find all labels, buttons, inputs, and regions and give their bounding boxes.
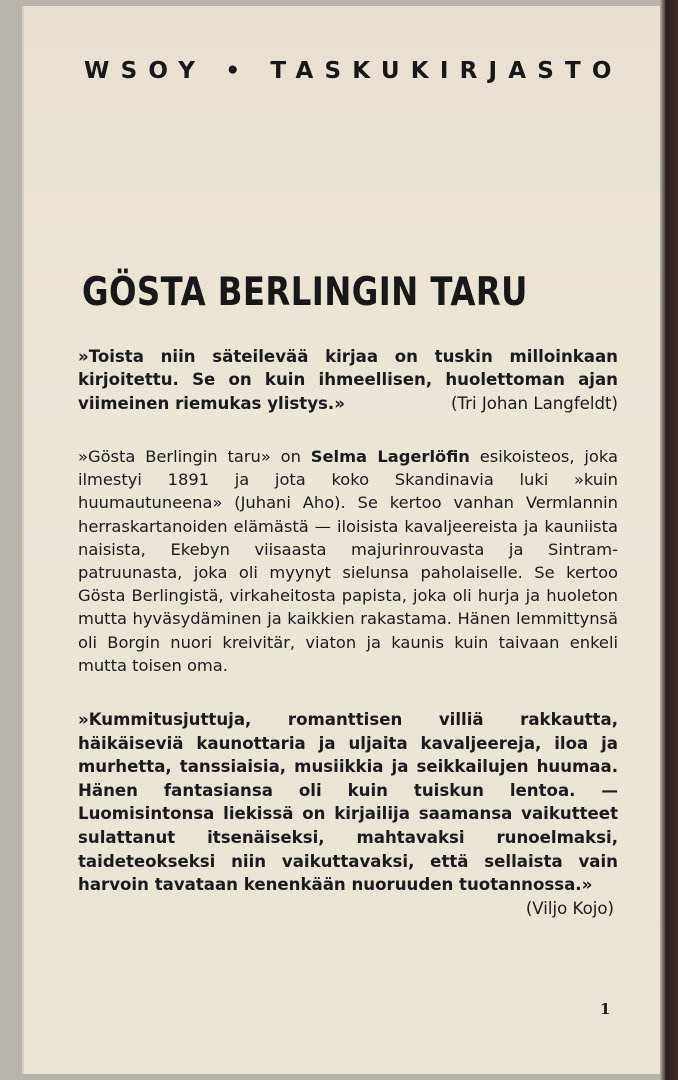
description-intro: »Gösta Berlingin taru» on bbox=[78, 447, 301, 466]
book-spine-edge bbox=[660, 0, 678, 1080]
review-quote-2-attribution: (Viljo Kojo) bbox=[525, 898, 614, 918]
review-quote-2 bbox=[78, 708, 618, 920]
review-quote-1-attribution: (Tri Johan Langfeldt) bbox=[450, 393, 618, 413]
series-label: WSOY • TASKUKIRJASTO bbox=[84, 58, 623, 84]
review-quote-1 bbox=[78, 345, 618, 415]
book-description bbox=[78, 445, 618, 677]
description-body: esikoisteos, joka ilmestyi 1891 ja jota koko Skandinavia luki »kuin huumautuneena» (Juhani Aho). Se kertoo vanhan Vermlannin herraskartanoiden elämästä — iloisista kavaljeereista ja kauniista naisista, Ekebyn viisaasta majurinrouvasta ja Sintram-patruunasta, joka oli myynyt sielunsa paholaiselle. Se kertoo Gösta Berlingistä, virkaheitosta papista, joka oli hurja ja huoleton mutta hyväsydäminen ja kaikkien rakastama. Hänen lemmittynsä oli Borgin nuori kreivitär, viaton ja kaunis kuin taivaan enkeli mutta toisen oma. bbox=[78, 447, 618, 675]
author-name: Selma Lagerlöfin bbox=[310, 447, 470, 466]
book-title: GÖSTA BERLINGIN TARU bbox=[82, 270, 528, 315]
review-quote-2-text: »Kummitusjuttuja, romanttisen villiä rakkautta, häikäiseviä kaunottaria ja uljaita kavaljeereja, iloa ja murhetta, tanssiaisia, musiikkia ja seikkailujen huumaa. Hänen fantasiansa oli kuin tuiskun lentoa. — Luomisintonsa liekissä on kirjailija saamansa vaikutteet sulattanut itsenäiseksi, mahtavaksi runoelmaksi, taideteokseksi niin vaikuttavaksi, että sellaista vain harvoin tavataan kenenkään nuoruuden tuotannossa.» bbox=[78, 710, 618, 895]
page-number: 1 bbox=[600, 1000, 611, 1018]
review-quote-1-text: »Toista niin säteilevää kirjaa on tuskin milloinkaan kirjoitettu. Se on kuin ihmeellisen, huolettoman ajan viimeinen riemukas ylistys.» bbox=[78, 347, 618, 413]
